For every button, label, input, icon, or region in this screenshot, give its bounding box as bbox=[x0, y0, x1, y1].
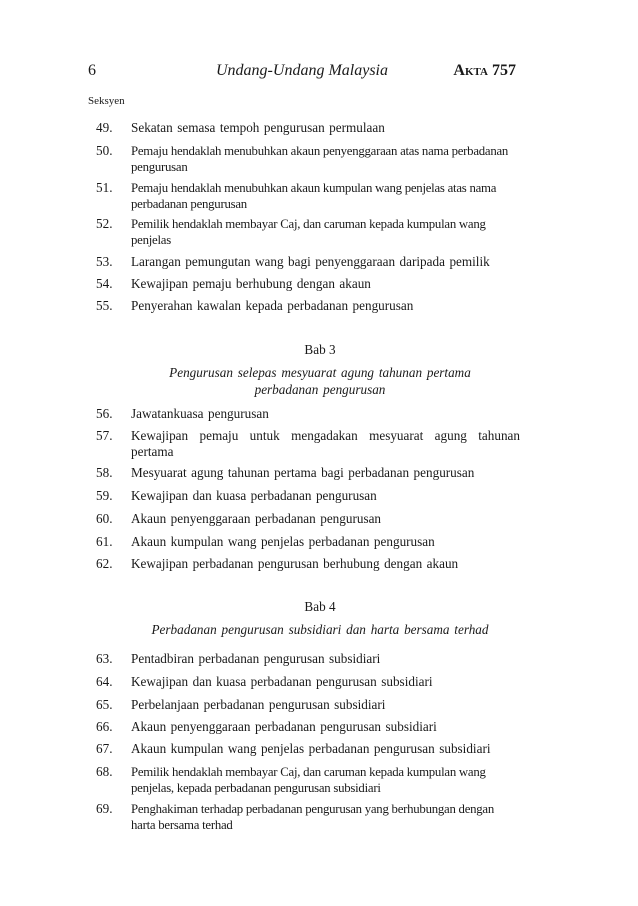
section-number: 55. bbox=[96, 298, 113, 313]
section-title: Kewajipan pemaju berhubung dengan akaun bbox=[131, 276, 371, 291]
chapter-heading: Bab 3 bbox=[304, 342, 336, 357]
section-entry bbox=[96, 143, 520, 175]
chapter-title-line: Pengurusan selepas mesyuarat agung tahunan pertama bbox=[169, 365, 471, 380]
section-number: 67. bbox=[96, 741, 113, 756]
section-entry bbox=[96, 298, 520, 314]
section-number: 51. bbox=[96, 180, 113, 195]
section-entry bbox=[96, 556, 520, 572]
page-header bbox=[88, 62, 516, 84]
section-number: 59. bbox=[96, 488, 113, 503]
section-entry bbox=[96, 534, 520, 550]
chapter-title-line: Perbadanan pengurusan subsidiari dan harta bersama terhad bbox=[151, 622, 489, 637]
chapter-title bbox=[100, 621, 540, 638]
section-title: Pemaju hendaklah menubuhkan akaun penyenggaraan atas nama perbadanan pengurusan bbox=[131, 144, 509, 174]
chapter-heading: Bab 4 bbox=[304, 599, 336, 614]
section-title: Pemilik hendaklah membayar Caj, dan caruman kepada kumpulan wang penjelas, kepada perbadanan pengurusan subsidiari bbox=[131, 765, 486, 795]
section-number: 63. bbox=[96, 651, 113, 666]
chapter-title bbox=[120, 364, 520, 398]
section-entry bbox=[96, 465, 520, 481]
section-entry bbox=[96, 651, 520, 667]
section-number: 65. bbox=[96, 697, 113, 712]
section-title: Akaun penyenggaraan perbadanan pengurusan subsidiari bbox=[131, 719, 437, 734]
section-number: 50. bbox=[96, 143, 113, 158]
section-title: Akaun penyenggaraan perbadanan pengurusan bbox=[131, 511, 382, 526]
section-entry bbox=[96, 764, 520, 796]
section-title: Larangan pemungutan wang bagi penyenggaraan daripada pemilik bbox=[131, 254, 490, 269]
section-title: Akaun kumpulan wang penjelas perbadanan pengurusan bbox=[131, 534, 435, 549]
section-number: 53. bbox=[96, 254, 113, 269]
section-title: Pemilik hendaklah membayar Caj, dan caruman kepada kumpulan wang penjelas bbox=[131, 217, 486, 247]
section-number: 64. bbox=[96, 674, 113, 689]
running-title: Undang-Undang Malaysia bbox=[216, 62, 388, 79]
section-number: 49. bbox=[96, 120, 113, 135]
section-entry bbox=[96, 801, 520, 833]
section-number: 56. bbox=[96, 406, 113, 421]
page-number: 6 bbox=[88, 62, 96, 79]
section-entry bbox=[96, 511, 520, 527]
section-title: Akaun kumpulan wang penjelas perbadanan pengurusan subsidiari bbox=[131, 741, 491, 756]
chapter-title-line: perbadanan pengurusan bbox=[254, 382, 386, 397]
section-entry bbox=[96, 406, 520, 422]
section-entry bbox=[96, 428, 520, 460]
section-title: Jawatankuasa pengurusan bbox=[131, 406, 269, 421]
section-entry bbox=[96, 120, 520, 136]
act-prefix: Akta bbox=[453, 62, 488, 79]
section-title: Sekatan semasa tempoh pengurusan permulaan bbox=[131, 120, 385, 135]
section-title: Kewajipan dan kuasa perbadanan pengurusan bbox=[131, 488, 377, 503]
section-number: 57. bbox=[96, 428, 113, 443]
section-title: Penyerahan kawalan kepada perbadanan pengurusan bbox=[131, 298, 414, 313]
section-title: Kewajipan perbadanan pengurusan berhubung dengan akaun bbox=[131, 556, 459, 571]
section-number: 66. bbox=[96, 719, 113, 734]
section-number: 60. bbox=[96, 511, 113, 526]
section-title: Pentadbiran perbadanan pengurusan subsidiari bbox=[131, 651, 381, 666]
section-title: Perbelanjaan perbadanan pengurusan subsidiari bbox=[131, 697, 386, 712]
section-entry bbox=[96, 741, 520, 757]
section-number: 69. bbox=[96, 801, 113, 816]
act-reference bbox=[453, 62, 516, 80]
section-title: Kewajipan dan kuasa perbadanan pengurusan subsidiari bbox=[131, 674, 433, 689]
section-entry bbox=[96, 697, 520, 713]
section-number: 61. bbox=[96, 534, 113, 549]
section-number: 52. bbox=[96, 216, 113, 231]
section-number: 62. bbox=[96, 556, 113, 571]
section-number: 58. bbox=[96, 465, 113, 480]
section-title: Mesyuarat agung tahunan pertama bagi perbadanan pengurusan bbox=[131, 465, 475, 480]
act-number: 757 bbox=[492, 62, 516, 79]
section-entry bbox=[96, 276, 520, 292]
section-entry bbox=[96, 216, 520, 248]
section-title: Penghakiman terhadap perbadanan pengurusan yang berhubungan dengan harta bersama terhad bbox=[131, 802, 495, 832]
section-number: 68. bbox=[96, 764, 113, 779]
section-entry bbox=[96, 719, 520, 735]
section-entry bbox=[96, 488, 520, 504]
section-title: Kewajipan pemaju untuk mengadakan mesyuarat agung tahunan pertama bbox=[131, 428, 520, 459]
section-number: 54. bbox=[96, 276, 113, 291]
section-entry bbox=[96, 180, 520, 212]
section-title: Pemaju hendaklah menubuhkan akaun kumpulan wang penjelas atas nama perbadanan pengurusan bbox=[131, 181, 497, 211]
section-entry bbox=[96, 674, 520, 690]
section-entry bbox=[96, 254, 520, 270]
seksyen-label: Seksyen bbox=[88, 95, 125, 107]
